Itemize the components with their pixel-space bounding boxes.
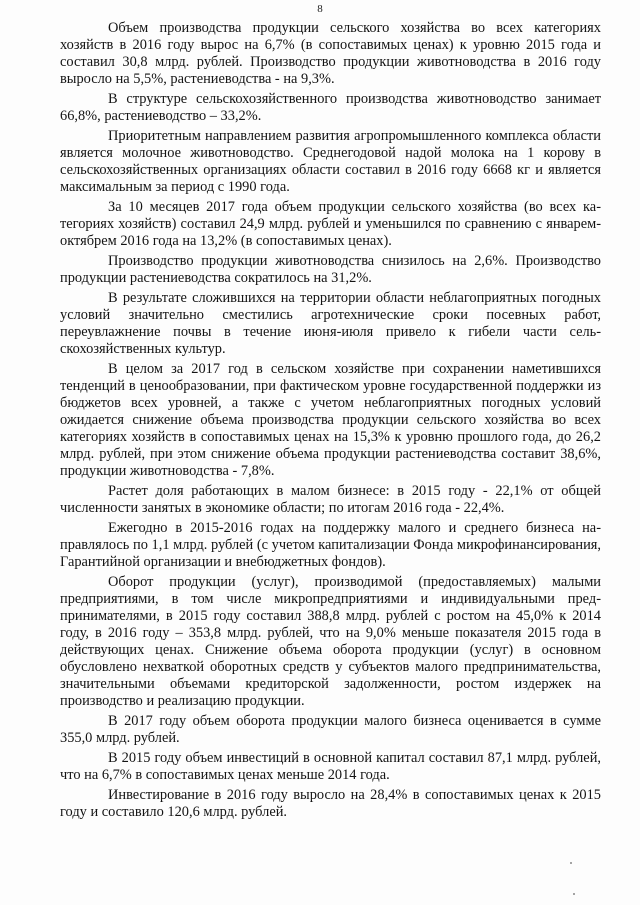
paragraph-2017-forecast: В целом за 2017 год в сельском хозяйстве при сохранении наметившихся тенденций в ценообразовании, при фактическом уровне государственной поддержки из бюджетов всех уровней, а также с учетом неблагоприятных погодных условий ожидается снижение объема производства продукции сельского хозяйства во всех категориях хозяйств в сопоставимых ценах на 15,3% к уровню прошлого года, до 26,2 млрд. рублей, при этом снижение объема продукции растениеводства составит 38,6%, продукции животноводства - 7,8%. (60, 361, 601, 479)
paragraph-investment-2016: Инвестирование в 2016 году выросло на 28,4% в сопоставимых ценах к 2015 году и составило 120,6 млрд. рублей. (60, 787, 601, 820)
paragraph-agri-output-2016: Объем производства продукции сельского хозяйства во всех категориях хозяйств в 2016 году вырос на 6,7% (в сопоставимых ценах) к уровню 2015 года и составил 30,8 млрд. рублей. Производство продукции животноводства в 2016 году выросло на 5,5%, растениеводства - на 9,3%. (60, 20, 601, 87)
paragraph-production-decline: Производство продукции животноводства снизилось на 2,6%. Производство продукции растениеводства сократилось на 31,2%. (60, 253, 601, 286)
scan-speck (573, 893, 575, 895)
page-number: 8 (317, 3, 323, 15)
paragraph-small-business-turnover: Оборот продукции (услуг), производимой (предоставляемых) малыми предприятиями, в том числе микропредприятиями и индивидуальными предпринимателями, в 2015 году составил 388,8 млрд. рублей с ростом на 45,0% к 2014 году, в 2016 году – 353,8 млрд. рублей, что на 9,0% меньше показателя 2015 года в действующих ценах. Снижение объема оборота продукции (услуг) в основном обусловлено нехваткой оборотных средств у субъектов малого предпринимательства, значительными объемами кредиторской задолженности, ростом издержек на производство и реализацию продукции. (60, 574, 601, 709)
body-text (60, 20, 601, 824)
paragraph-sme-support: Ежегодно в 2015-2016 годах на поддержку малого и среднего бизнеса направлялось по 1,1 млрд. рублей (с учетом капитализации Фонда микрофинансирования, Гарантийной организации и внебюджетных фондов). (60, 520, 601, 570)
paragraph-small-business-share: Растет доля работающих в малом бизнесе: в 2015 году - 22,1% от общей численности занятых в экономике области; по итогам 2016 года - 22,4%. (60, 483, 601, 516)
scan-speck (570, 862, 572, 864)
paragraph-weather-conditions: В результате сложившихся на территории области неблагоприятных погодных условий значительно сместились агротехнические сроки посевных работ, переувлажнение почвы в течение июня-июля привело к гибели части сельскохозяйственных культур. (60, 290, 601, 357)
paragraph-dairy-priority: Приоритетным направлением развития агропромышленного комплекса области является молочное животноводство. Среднегодовой надой молока на 1 корову в сельскохозяйственных организациях области составил в 2016 году 6668 кг и является максимальным за период с 1990 года. (60, 128, 601, 195)
paragraph-turnover-estimate-2017: В 2017 году объем оборота продукции малого бизнеса оценивается в сумме 355,0 млрд. рублей. (60, 713, 601, 746)
paragraph-production-structure: В структуре сельскохозяйственного производства животноводство занимает 66,8%, растениеводство – 33,2%. (60, 91, 601, 124)
paragraph-ten-months-2017: За 10 месяцев 2017 года объем продукции сельского хозяйства (во всех категориях хозяйств) составил 24,9 млрд. рублей и уменьшился по сравнению с январем-октябрем 2016 года на 13,2% (в сопоставимых ценах). (60, 199, 601, 249)
paragraph-investment-2015: В 2015 году объем инвестиций в основной капитал составил 87,1 млрд. рублей, что на 6,7% в сопоставимых ценах меньше 2014 года. (60, 750, 601, 783)
